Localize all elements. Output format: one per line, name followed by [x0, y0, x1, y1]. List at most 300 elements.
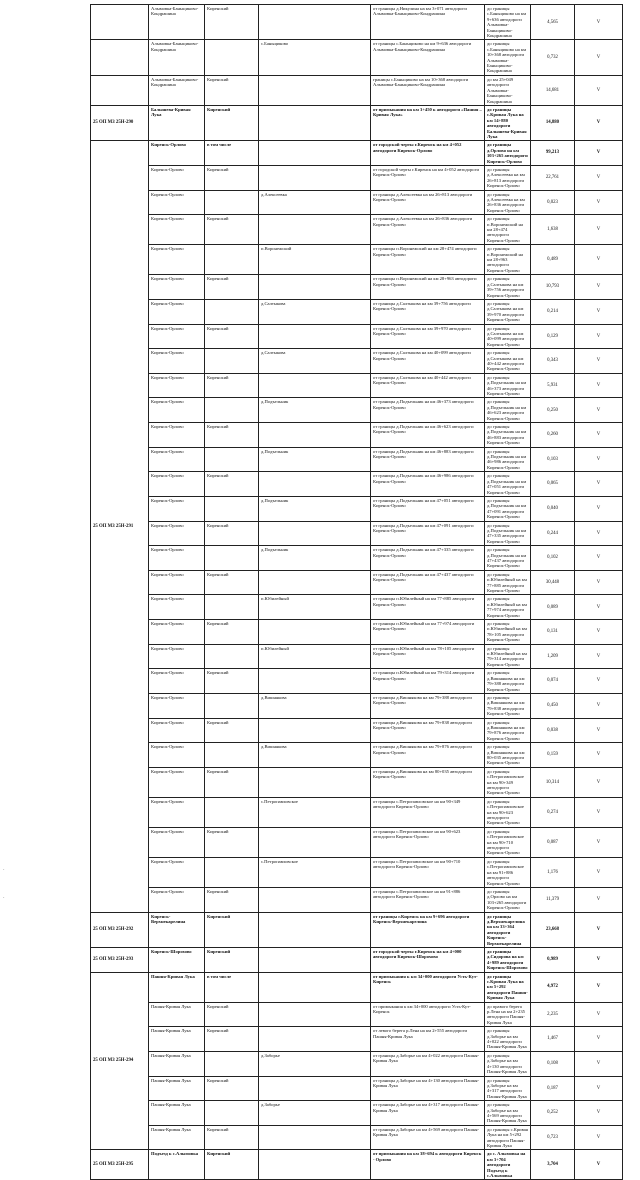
- district-cell: [205, 245, 259, 275]
- segment-start-cell: от границы с.Петропавловское на км 90+349 автодороги Киренск-Орлово: [371, 797, 485, 827]
- district-cell: [205, 693, 259, 718]
- road-name-cell: Пашня-Кривая Лука: [149, 1027, 205, 1052]
- segment-start-cell: от границы д.Подъельник на км 47+335 автодороги Киренск-Орлово: [371, 546, 485, 571]
- length-cell: 0,108: [531, 1051, 575, 1076]
- settlement-cell: [259, 5, 371, 40]
- settlement-cell: д.Вишнякова: [259, 693, 371, 718]
- table-row: [91, 947, 623, 972]
- segment-start-cell: от границы п.Юбилейный на км 77+885 автодороги Киренск-Орлово: [371, 595, 485, 620]
- category-cell: V: [575, 743, 623, 768]
- settlement-cell: [259, 947, 371, 972]
- segment-start-cell: от примыкания к км 34+000 автодороги Усть-Кут-Киренск: [371, 1002, 485, 1027]
- segment-start-cell: от границы д.Салтыкова на км 39+970 автодороги Киренск-Орлово: [371, 324, 485, 349]
- length-cell: 10,793: [531, 275, 575, 300]
- table-row: [91, 620, 623, 645]
- length-cell: 0,989: [531, 947, 575, 972]
- category-cell: V: [575, 1002, 623, 1027]
- settlement-cell: д.Салтыкова: [259, 299, 371, 324]
- road-name-cell: Киренск-Орлово: [149, 857, 205, 887]
- road-name-cell: Киренск-Орлово: [149, 245, 205, 275]
- length-cell: 4,565: [531, 5, 575, 40]
- segment-start-cell: от границы д.Вишнякова на км 79+838 автодороги Киренск-Орлово: [371, 718, 485, 743]
- settlement-cell: д.Заборье: [259, 1051, 371, 1076]
- length-cell: 3,704: [531, 1150, 575, 1180]
- table-row: [91, 190, 623, 215]
- segment-start-cell: от границы д.Вишнякова на км 80+035 автодороги Киренск-Орлово: [371, 767, 485, 797]
- roads-table: [90, 4, 623, 1180]
- road-code-cell: 25 ОП МЗ 25Н-293: [91, 947, 149, 972]
- table-row: [91, 887, 623, 912]
- road-name-cell: Алымовка-Баньщиково-Кондрашина: [149, 40, 205, 75]
- road-name-cell: Киренск-Орлово: [149, 141, 205, 166]
- segment-start-cell: от границы д.Никулина на км 3+071 автодороги Алымовка-Баньщиково-Кондрашина: [371, 5, 485, 40]
- settlement-cell: [259, 1076, 371, 1101]
- road-name-cell: Балышева-Кривая Лука: [149, 105, 205, 140]
- length-cell: 14,681: [531, 75, 575, 105]
- length-cell: 1,209: [531, 644, 575, 669]
- district-cell: [205, 496, 259, 521]
- district-cell: [205, 546, 259, 571]
- settlement-cell: [259, 75, 371, 105]
- category-cell: V: [575, 349, 623, 374]
- length-cell: 0,038: [531, 718, 575, 743]
- category-cell: V: [575, 472, 623, 497]
- road-name-cell: Киренск-Орлово: [149, 620, 205, 645]
- table-row: [91, 1027, 623, 1052]
- segment-start-cell: от границы д.Подъельник на км 47+051 автодороги Киренск-Орлово: [371, 496, 485, 521]
- road-name-cell: Киренск-Орлово: [149, 275, 205, 300]
- settlement-cell: [259, 165, 371, 190]
- table-row: [91, 1002, 623, 1027]
- table-row: [91, 245, 623, 275]
- segment-start-cell: от границы д.Вишнякова на км 79+388 автодороги Киренск-Орлово: [371, 693, 485, 718]
- settlement-cell: [259, 275, 371, 300]
- settlement-cell: [259, 620, 371, 645]
- margin-mark: ·: [3, 868, 5, 873]
- settlement-cell: [259, 767, 371, 797]
- table-row: [91, 972, 623, 1002]
- settlement-cell: д.Заборье: [259, 1101, 371, 1126]
- settlement-cell: [259, 324, 371, 349]
- district-cell: Киренский: [205, 373, 259, 398]
- road-name-cell: Киренск-Орлово: [149, 767, 205, 797]
- length-cell: 10,314: [531, 767, 575, 797]
- road-name-cell: Пашня-Кривая Лука: [149, 1051, 205, 1076]
- district-cell: [205, 857, 259, 887]
- length-cell: 0,252: [531, 1101, 575, 1126]
- settlement-cell: д.Вишнякова: [259, 743, 371, 768]
- length-cell: 2,235: [531, 1002, 575, 1027]
- road-code-cell: 25 ОП МЗ 25Н-295: [91, 1150, 149, 1180]
- settlement-cell: [259, 1002, 371, 1027]
- table-row: [91, 718, 623, 743]
- road-name-cell: Киренск-Орлово: [149, 546, 205, 571]
- road-name-cell: Киренск-Орлово: [149, 669, 205, 694]
- settlement-cell: [259, 1150, 371, 1180]
- segment-start-cell: от левого берега р.Лена на км 2+555 автодороги Пашня-Кривая Лука: [371, 1027, 485, 1052]
- settlement-cell: д.Салтыкова: [259, 349, 371, 374]
- segment-end-cell: до границы с.Кривая Лука на км 14+880 автодороги Балышева-Кривая Лука: [485, 105, 531, 140]
- road-name-cell: Пашня-Кривая Лука: [149, 972, 205, 1002]
- segment-end-cell: до границы с.Петропавловское на км 90+623 автодороги Киренск-Орлово: [485, 797, 531, 827]
- road-name-cell: Киренск-Орлово: [149, 215, 205, 245]
- segment-start-cell: от границы д.Салтыкова на км 40+442 автодороги Киренск-Орлово: [371, 373, 485, 398]
- segment-start-cell: от границы д.Подъельник на км 47+437 автодороги Киренск-Орлово: [371, 570, 485, 595]
- segment-end-cell: до границы д.Орлово на км 103+265 автодороги Киренск-Орлово: [485, 141, 531, 166]
- segment-end-cell: до границы п.Воронежский на км 28+963 автодороги Киренск-Орлово: [485, 245, 531, 275]
- table-row: [91, 165, 623, 190]
- length-cell: 0,187: [531, 1076, 575, 1101]
- road-name-cell: Киренск-Орлово: [149, 373, 205, 398]
- segment-end-cell: до границы с.Кривая Лука на км 5+292 автодороги Пашня-Кривая Лука: [485, 1125, 531, 1150]
- table-row: [91, 496, 623, 521]
- category-cell: V: [575, 718, 623, 743]
- length-cell: 0,131: [531, 620, 575, 645]
- road-code-cell: [91, 40, 149, 75]
- road-code-cell: 25 ОП МЗ 25Н-291: [91, 141, 149, 912]
- district-cell: в том числе: [205, 141, 259, 166]
- road-name-cell: Киренск-Орлово: [149, 521, 205, 546]
- document-page: [90, 4, 622, 1180]
- district-cell: [205, 447, 259, 472]
- segment-start-cell: от границы г.Киренск на км 9+696 автодороги Киренск-Верхнекарелина: [371, 912, 485, 947]
- category-cell: V: [575, 947, 623, 972]
- segment-end-cell: до границы д.Орлово на км 103+265 автодороги Киренск-Орлово: [485, 887, 531, 912]
- settlement-cell: [259, 1027, 371, 1052]
- settlement-cell: с.Петропавловское: [259, 857, 371, 887]
- segment-end-cell: до границы д.Подъельник на км 47+437 автодороги Киренск-Орлово: [485, 546, 531, 571]
- length-cell: 1,638: [531, 215, 575, 245]
- category-cell: V: [575, 972, 623, 1002]
- segment-start-cell: от границы д.Подъельник на км 46+986 автодороги Киренск-Орлово: [371, 472, 485, 497]
- district-cell: Киренский: [205, 620, 259, 645]
- table-row: [91, 75, 623, 105]
- category-cell: V: [575, 275, 623, 300]
- road-name-cell: Киренск-Орлово: [149, 447, 205, 472]
- settlement-cell: [259, 423, 371, 448]
- length-cell: 0,450: [531, 693, 575, 718]
- district-cell: Киренский: [205, 5, 259, 40]
- segment-start-cell: от границы с.Баньщиково на км 9+636 автодороги Алымовка-Баньщиково-Кондрашина: [371, 40, 485, 75]
- category-cell: V: [575, 827, 623, 857]
- table-row: [91, 40, 623, 75]
- settlement-cell: [259, 472, 371, 497]
- length-cell: 0,250: [531, 398, 575, 423]
- district-cell: Киренский: [205, 827, 259, 857]
- segment-end-cell: до правого берега р.Лена на км 2+235 автодороги Пашня-Кривая Лука: [485, 1002, 531, 1027]
- category-cell: V: [575, 165, 623, 190]
- table-row: [91, 521, 623, 546]
- segment-end-cell: до границы д.Салтыкова на км 40+442 автодороги Киренск-Орлово: [485, 349, 531, 374]
- segment-end-cell: до границы п.Воронежский на км 28+474 автодороги Киренск-Орлово: [485, 215, 531, 245]
- category-cell: V: [575, 669, 623, 694]
- district-cell: Киренский: [205, 912, 259, 947]
- road-name-cell: Киренск-Орлово: [149, 165, 205, 190]
- settlement-cell: [259, 827, 371, 857]
- district-cell: [205, 299, 259, 324]
- table-row: [91, 373, 623, 398]
- road-name-cell: Пашня-Кривая Лука: [149, 1125, 205, 1150]
- road-name-cell: Пашня-Кривая Лука: [149, 1076, 205, 1101]
- segment-start-cell: от границы с.Петропавловское на км 90+710 автодороги Киренск-Орлово: [371, 857, 485, 887]
- length-cell: 0,244: [531, 521, 575, 546]
- segment-start-cell: от границы д.Заборье на км 4+569 автодороги Пашня-Кривая Лука: [371, 1125, 485, 1150]
- district-cell: [205, 349, 259, 374]
- length-cell: 30,448: [531, 570, 575, 595]
- length-cell: 23,668: [531, 912, 575, 947]
- length-cell: 99,213: [531, 141, 575, 166]
- category-cell: V: [575, 1027, 623, 1052]
- settlement-cell: д.Алексеевка: [259, 190, 371, 215]
- table-row: [91, 743, 623, 768]
- segment-end-cell: до границы с.Баньщиково на км 10+368 автодороги Алымовка-Баньщиково-Кондрашина: [485, 40, 531, 75]
- segment-end-cell: до границы д.Подъельник на км 46+373 автодороги Киренск-Орлово: [485, 373, 531, 398]
- segment-end-cell: до границы д.Заборье на км 4+317 автодороги Пашня-Кривая Лука: [485, 1076, 531, 1101]
- segment-start-cell: от границы д.Подъельник на км 46+883 автодороги Киренск-Орлово: [371, 447, 485, 472]
- category-cell: V: [575, 245, 623, 275]
- table-row: [91, 1076, 623, 1101]
- district-cell: Киренский: [205, 669, 259, 694]
- district-cell: Киренский: [205, 570, 259, 595]
- segment-start-cell: от границы п.Юбилейный на км 77+974 автодороги Киренск-Орлово: [371, 620, 485, 645]
- segment-start-cell: от границы п.Воронежский на км 28+474 автодороги Киренск-Орлово: [371, 245, 485, 275]
- table-row: [91, 215, 623, 245]
- segment-start-cell: от границы д.Подъельник на км 46+373 автодороги Киренск-Орлово: [371, 398, 485, 423]
- segment-end-cell: до границы с.Петропавловское на км 91+886 автодороги Киренск-Орлово: [485, 857, 531, 887]
- settlement-cell: п.Юбилейный: [259, 644, 371, 669]
- segment-start-cell: от городской черты г.Киренск на км 4+052 автодороги Киренск-Орлово: [371, 165, 485, 190]
- district-cell: Киренский: [205, 947, 259, 972]
- length-cell: 0,489: [531, 245, 575, 275]
- road-name-cell: Киренск-Орлово: [149, 423, 205, 448]
- segment-start-cell: от границы д.Вишнякова на км 79+876 автодороги Киренск-Орлово: [371, 743, 485, 768]
- segment-end-cell: до границы д.Салтыкова на км 39+970 автодороги Киренск-Орлово: [485, 299, 531, 324]
- road-code-cell: 25 ОП МЗ 25Н-290: [91, 105, 149, 140]
- length-cell: 5,931: [531, 373, 575, 398]
- category-cell: V: [575, 324, 623, 349]
- length-cell: 0,040: [531, 496, 575, 521]
- table-row: [91, 797, 623, 827]
- district-cell: Киренский: [205, 275, 259, 300]
- segment-end-cell: до границы п.Юбилейный на км 77+885 автодороги Киренск-Орлово: [485, 570, 531, 595]
- table-row: [91, 595, 623, 620]
- table-row: [91, 141, 623, 166]
- segment-end-cell: до границы д.Салтыкова на км 39+756 автодороги Киренск-Орлово: [485, 275, 531, 300]
- segment-end-cell: до границы д.Вишнякова на км 79+838 автодороги Киренск-Орлово: [485, 693, 531, 718]
- length-cell: 0,074: [531, 669, 575, 694]
- length-cell: 0,159: [531, 743, 575, 768]
- road-code-cell: [91, 75, 149, 105]
- segment-end-cell: до с. Алымовка на км 3+704 автодороги Подъезд к с.Алымовка: [485, 1150, 531, 1180]
- length-cell: 14,880: [531, 105, 575, 140]
- table-row: [91, 1101, 623, 1126]
- length-cell: 1,467: [531, 1027, 575, 1052]
- segment-start-cell: от границы д.Салтыкова на км 40+099 автодороги Киренск-Орлово: [371, 349, 485, 374]
- road-name-cell: Киренск-Верхнекарелина: [149, 912, 205, 947]
- settlement-cell: [259, 570, 371, 595]
- length-cell: 0,214: [531, 299, 575, 324]
- segment-end-cell: до границы д.Сидорова на км 4+989 автодороги Киренск-Шорохово: [485, 947, 531, 972]
- road-name-cell: Киренск-Орлово: [149, 797, 205, 827]
- category-cell: V: [575, 423, 623, 448]
- table-row: [91, 669, 623, 694]
- segment-start-cell: от городской черты г.Киренск на км 4+052 автодороги Киренск-Орлово: [371, 141, 485, 166]
- length-cell: 0,129: [531, 324, 575, 349]
- settlement-cell: [259, 521, 371, 546]
- district-cell: [205, 398, 259, 423]
- table-row: [91, 1051, 623, 1076]
- district-cell: [205, 40, 259, 75]
- road-code-cell: 25 ОП МЗ 25Н-294: [91, 972, 149, 1150]
- length-cell: 0,343: [531, 349, 575, 374]
- segment-end-cell: до границы п.Юбилейный на км 77+974 автодороги Киренск-Орлово: [485, 595, 531, 620]
- segment-end-cell: до границы с.Кривая Лука на км 5+292 автодороги Пашня-Кривая Лука: [485, 972, 531, 1002]
- table-row: [91, 570, 623, 595]
- category-cell: V: [575, 620, 623, 645]
- category-cell: V: [575, 40, 623, 75]
- segment-start-cell: от границы д.Салтыкова на км 39+756 автодороги Киренск-Орлово: [371, 299, 485, 324]
- road-name-cell: Киренск-Орлово: [149, 827, 205, 857]
- category-cell: V: [575, 595, 623, 620]
- category-cell: V: [575, 521, 623, 546]
- roads-table-body: [91, 5, 623, 1180]
- category-cell: V: [575, 141, 623, 166]
- district-cell: в том числе: [205, 972, 259, 1002]
- segment-start-cell: от границы д.Заборье на км 4+317 автодороги Пашня-Кривая Лука: [371, 1101, 485, 1126]
- road-name-cell: Киренск-Орлово: [149, 324, 205, 349]
- table-row: [91, 324, 623, 349]
- category-cell: V: [575, 496, 623, 521]
- settlement-cell: п.Юбилейный: [259, 595, 371, 620]
- table-row: [91, 275, 623, 300]
- category-cell: V: [575, 299, 623, 324]
- category-cell: V: [575, 105, 623, 140]
- district-cell: [205, 190, 259, 215]
- length-cell: 0,103: [531, 447, 575, 472]
- district-cell: [205, 595, 259, 620]
- table-row: [91, 472, 623, 497]
- category-cell: V: [575, 912, 623, 947]
- length-cell: 0,274: [531, 797, 575, 827]
- length-cell: 0,102: [531, 546, 575, 571]
- table-row: [91, 912, 623, 947]
- category-cell: V: [575, 373, 623, 398]
- segment-start-cell: от границы д.Подъельник на км 47+091 автодороги Киренск-Орлово: [371, 521, 485, 546]
- segment-start-cell: от границы д.Алексеевка на км 26+813 автодороги Киренск-Орлово: [371, 190, 485, 215]
- district-cell: Киренский: [205, 1076, 259, 1101]
- table-row: [91, 857, 623, 887]
- road-name-cell: Киренск-Орлово: [149, 595, 205, 620]
- road-name-cell: Киренск-Орлово: [149, 472, 205, 497]
- district-cell: [205, 1101, 259, 1126]
- district-cell: Киренский: [205, 1027, 259, 1052]
- length-cell: 4,972: [531, 972, 575, 1002]
- segment-start-cell: от городской черты г.Киренск на км 4+000 автодороги Киренск-Шорохово: [371, 947, 485, 972]
- table-row: [91, 398, 623, 423]
- road-name-cell: Киренск-Орлово: [149, 743, 205, 768]
- category-cell: V: [575, 190, 623, 215]
- margin-mark: ·: [3, 896, 5, 901]
- district-cell: Киренский: [205, 165, 259, 190]
- district-cell: Киренский: [205, 887, 259, 912]
- category-cell: V: [575, 1101, 623, 1126]
- segment-end-cell: до границы д.Вишнякова на км 79+876 автодороги Киренск-Орлово: [485, 718, 531, 743]
- category-cell: V: [575, 447, 623, 472]
- district-cell: Киренский: [205, 1150, 259, 1180]
- road-name-cell: Киренск-Орлово: [149, 496, 205, 521]
- district-cell: Киренский: [205, 718, 259, 743]
- category-cell: V: [575, 857, 623, 887]
- segment-start-cell: от границы д.Заборье на км 4+022 автодороги Пашня-Кривая Лука: [371, 1051, 485, 1076]
- district-cell: Киренский: [205, 105, 259, 140]
- road-name-cell: Киренск-Орлово: [149, 887, 205, 912]
- district-cell: Киренский: [205, 215, 259, 245]
- segment-end-cell: до границы д.Подъельник на км 46+623 автодороги Киренск-Орлово: [485, 398, 531, 423]
- district-cell: Киренский: [205, 521, 259, 546]
- segment-end-cell: до границы д.Заборье на км 4+130 автодороги Пашня-Кривая Лука: [485, 1051, 531, 1076]
- segment-start-cell: от границы д.Подъельник на км 46+623 автодороги Киренск-Орлово: [371, 423, 485, 448]
- table-row: [91, 447, 623, 472]
- district-cell: Киренский: [205, 324, 259, 349]
- road-name-cell: Киренск-Орлово: [149, 349, 205, 374]
- category-cell: V: [575, 767, 623, 797]
- segment-end-cell: до границы д.Алексеевка на км 26+813 автодороги Киренск-Орлово: [485, 165, 531, 190]
- category-cell: V: [575, 693, 623, 718]
- segment-start-cell: от границы п.Юбилейный на км 79+314 автодороги Киренск-Орлово: [371, 669, 485, 694]
- segment-end-cell: до границы с.Баньщиково на км 9+636 автодороги Алымовка-Баньщиково-Кондрашина: [485, 5, 531, 40]
- category-cell: V: [575, 797, 623, 827]
- segment-end-cell: до границы с.Петропавловское на км 90+349 автодороги Киренск-Орлово: [485, 767, 531, 797]
- settlement-cell: [259, 1125, 371, 1150]
- segment-start-cell: от примыкания к км 34+000 автодороги Усть-Кут-Киренск: [371, 972, 485, 1002]
- category-cell: V: [575, 215, 623, 245]
- category-cell: V: [575, 1125, 623, 1150]
- road-name-cell: Алымовка-Баньщиково-Кондрашина: [149, 5, 205, 40]
- segment-end-cell: до км 25+049 автодороги Алымовка-Баньщиково-Кондрашина: [485, 75, 531, 105]
- table-row: [91, 349, 623, 374]
- segment-start-cell: от границы д.Алексеевка на км 26+836 автодороги Киренск-Орлово: [371, 215, 485, 245]
- length-cell: 0,089: [531, 595, 575, 620]
- district-cell: Киренский: [205, 472, 259, 497]
- settlement-cell: [259, 912, 371, 947]
- segment-end-cell: до границы д.Подъельник на км 47+335 автодороги Киренск-Орлово: [485, 521, 531, 546]
- settlement-cell: д.Подъельник: [259, 546, 371, 571]
- road-code-cell: 25 ОП МЗ 25Н-292: [91, 912, 149, 947]
- table-row: [91, 299, 623, 324]
- category-cell: V: [575, 546, 623, 571]
- segment-end-cell: до границы д.Подъельник на км 47+091 автодороги Киренск-Орлово: [485, 496, 531, 521]
- category-cell: V: [575, 570, 623, 595]
- category-cell: V: [575, 1150, 623, 1180]
- segment-end-cell: до границы д.Алексеевка на км 26+836 автодороги Киренск-Орлово: [485, 190, 531, 215]
- segment-start-cell: от примыкания на км 3+450 к автодороги «Пашня – Кривая Лука»: [371, 105, 485, 140]
- settlement-cell: [259, 373, 371, 398]
- settlement-cell: с.Баньщиково: [259, 40, 371, 75]
- road-name-cell: Киренск-Орлово: [149, 299, 205, 324]
- segment-end-cell: до границы д.Салтыкова на км 40+099 автодороги Киренск-Орлово: [485, 324, 531, 349]
- length-cell: 1,176: [531, 857, 575, 887]
- length-cell: 0,065: [531, 472, 575, 497]
- segment-end-cell: до границы п.Юбилейный на км 78+105 автодороги Киренск-Орлово: [485, 620, 531, 645]
- settlement-cell: с.Петропавловское: [259, 797, 371, 827]
- segment-end-cell: до границы д.Подъельник на км 46+986 автодороги Киренск-Орлово: [485, 447, 531, 472]
- category-cell: V: [575, 1051, 623, 1076]
- road-name-cell: Алымовка-Баньщиково-Кондрашина: [149, 75, 205, 105]
- district-cell: Киренский: [205, 75, 259, 105]
- settlement-cell: д.Подъельник: [259, 496, 371, 521]
- settlement-cell: [259, 887, 371, 912]
- category-cell: V: [575, 1076, 623, 1101]
